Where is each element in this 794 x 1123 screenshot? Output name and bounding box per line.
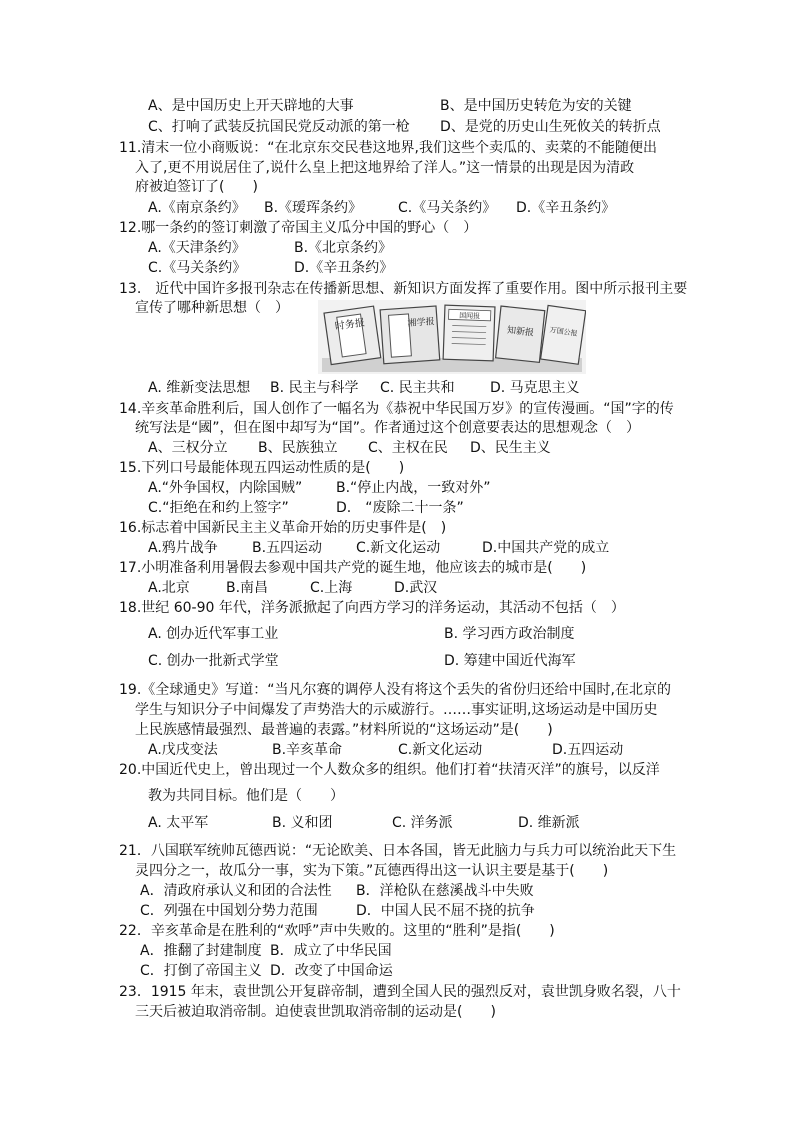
- newspapers-image: [318, 300, 586, 374]
- paper2-title: 湘学报: [407, 317, 435, 329]
- q20-option-a: A. 太平军: [148, 815, 209, 831]
- q17-stem: 17.小明准备利用暑假去参观中国共产党的诞生地，他应该去的城市是( ): [119, 560, 587, 576]
- q21-option-a: A．清政府承认义和团的合法性: [140, 883, 332, 899]
- q13-option-d: D. 马克思主义: [490, 380, 580, 396]
- paper1-char1: 时务报: [334, 317, 366, 333]
- q17-option-b: B.南昌: [226, 580, 269, 596]
- q20-option-b: B. 义和团: [272, 815, 333, 831]
- q10-option-a: A、是中国历史上开天辟地的大事: [148, 98, 354, 114]
- q19-stem-line2: 学生与知识分子中间爆发了声势浩大的示威游行。……事实证明,这场运动是中国历史: [135, 702, 658, 718]
- q15-stem: 15.下列口号最能体现五四运动性质的是( ): [119, 460, 405, 476]
- q16-option-b: B.五四运动: [252, 540, 323, 556]
- q14-option-d: D、民生主义: [470, 440, 551, 456]
- q13-option-b: B. 民主与科学: [270, 380, 359, 396]
- q19-stem-line1: 19.《全球通史》写道：“当凡尔赛的调停人没有将这个丢失的省份归还给中国时,在北京的: [119, 682, 671, 698]
- q11-option-a: A.《南京条约》: [148, 200, 246, 216]
- q10-option-c: C、打响了武装反抗国民党反动派的第一枪: [148, 119, 410, 135]
- q14-option-a: A、三权分立: [148, 440, 228, 456]
- q16-stem: 16.标志着中国新民主主义革命开始的历史事件是( ): [119, 520, 447, 536]
- q21-stem-line2: 灵四分之一，故瓜分一事，实为下策。”瓦德西得出这一认识主要是基于( ): [135, 863, 609, 879]
- q12-option-a: A.《天津条约》: [148, 240, 246, 256]
- q15-option-b: B.“停止内战，一致对外”: [336, 480, 491, 496]
- q13-option-c: C. 民主共和: [380, 380, 455, 396]
- q12-stem: 12.哪一条约的签订刺激了帝国主义瓜分中国的野心（ ）: [119, 220, 478, 236]
- q19-option-c: C.新文化运动: [398, 742, 483, 758]
- q20-stem-line2: 教为共同目标。他们是（ ）: [148, 788, 344, 804]
- q10-option-b: B、是中国历史转危为安的关键: [440, 98, 632, 114]
- paper3-title: 国闻报: [458, 311, 481, 321]
- q13-stem-line1: 13. 近代中国许多报刊杂志在传播新思想、新知识方面发挥了重要作用。图中所示报刊主要: [119, 281, 688, 297]
- q12-option-b: B.《北京条约》: [294, 240, 393, 256]
- q22-option-d: D．改变了中国命运: [270, 963, 393, 979]
- q16-option-a: A.鸦片战争: [148, 540, 218, 556]
- q11-stem-line2: 入了,更不用说居住了,说什么皇上把这地界给了洋人。”这一情景的出现是因为清政: [135, 160, 635, 176]
- q21-option-b: B．洋枪队在慈溪战斗中失败: [356, 883, 534, 899]
- q13-option-a: A. 维新变法思想: [148, 380, 251, 396]
- q23-stem-line1: 23．1915 年末，袁世凯公开复辟帝制，遭到全国人民的强烈反对，袁世凯身败名裂，八十: [119, 984, 681, 1000]
- paper4-title: 知新报: [506, 325, 535, 339]
- q20-option-c: C. 洋务派: [392, 815, 453, 831]
- q19-option-b: B.辛亥革命: [272, 742, 343, 758]
- q17-option-a: A.北京: [148, 580, 190, 596]
- q17-option-d: D.武汉: [394, 580, 438, 596]
- q18-option-c: C. 创办一批新式学堂: [148, 653, 279, 669]
- q22-stem: 22．辛亥革命是在胜利的“欢呼”声中失败的。这里的“胜利”是指( ): [119, 923, 555, 939]
- q11-option-d: D.《辛丑条约》: [516, 200, 616, 216]
- q14-option-b: B、民族独立: [258, 440, 338, 456]
- q12-option-d: D.《辛丑条约》: [294, 260, 394, 276]
- q15-option-a: A.“外争国权，内除国贼”: [148, 480, 303, 496]
- q20-option-d: D. 维新派: [518, 815, 580, 831]
- q10-option-d: D、是党的历史山生死攸关的转折点: [440, 119, 661, 135]
- paper5-title: 万国公报: [549, 325, 578, 338]
- q22-option-c: C．打倒了帝国主义: [140, 963, 262, 979]
- q20-stem-line1: 20.中国近代史上，曾出现过一个人数众多的组织。他们打着“扶清灭洋”的旗号，以反洋: [119, 762, 660, 778]
- q21-option-d: D．中国人民不屈不挠的抗争: [356, 903, 535, 919]
- q14-stem-line1: 14.辛亥革命胜利后，国人创作了一幅名为《恭祝中华民国万岁》的宣传漫画。“国”字的传: [119, 401, 674, 417]
- q12-option-c: C.《马关条约》: [148, 260, 247, 276]
- q19-option-d: D.五四运动: [552, 742, 624, 758]
- q14-option-c: C、主权在民: [368, 440, 448, 456]
- q16-option-c: C.新文化运动: [356, 540, 441, 556]
- q17-option-c: C.上海: [310, 580, 353, 596]
- q18-option-a: A. 创办近代军事工业: [148, 626, 279, 642]
- q14-stem-line2: 统写法是“國”，但在图中却写为“囯”。作者通过这个创意要表达的思想观念（ ）: [135, 420, 641, 436]
- q22-option-b: B．成立了中华民国: [270, 943, 392, 959]
- q21-option-c: C．列强在中国划分势力范围: [140, 903, 318, 919]
- q13-stem-line2: 宣传了哪种新思想（ ）: [135, 300, 289, 316]
- q21-stem-line1: 21．八国联军统帅瓦德西说：“无论欧美、日本各国，皆无此脑力与兵力可以统治此天下生: [119, 843, 677, 859]
- q16-option-d: D.中国共产党的成立: [482, 540, 610, 556]
- q11-option-b: B.《瑷珲条约》: [264, 200, 363, 216]
- q11-option-c: C.《马关条约》: [398, 200, 497, 216]
- q19-option-a: A.戊戌变法: [148, 742, 218, 758]
- q15-option-c: C.“拒绝在和约上签字”: [148, 500, 289, 516]
- q11-stem-line3: 府被迫签订了( ): [135, 179, 258, 195]
- q11-stem-line1: 11.清末一位小商贩说：“在北京东交民巷这地界,我们这些个卖瓜的、卖菜的不能随便出: [119, 140, 657, 156]
- q22-option-a: A．推翻了封建制度: [140, 943, 262, 959]
- q19-stem-line3: 上民族感情最强烈、最普遍的表露。”材料所说的“这场运动”是( ): [135, 722, 553, 738]
- q18-stem: 18.世纪 60-90 年代，洋务派掀起了向西方学习的洋务运动，其活动不包括（ ）: [119, 600, 625, 616]
- q15-option-d: D. “废除二十一条”: [336, 500, 464, 516]
- q23-stem-line2: 三天后被迫取消帝制。迫使袁世凯取消帝制的运动是( ): [135, 1004, 496, 1020]
- q18-option-d: D. 筹建中国近代海军: [444, 653, 576, 669]
- q18-option-b: B. 学习西方政治制度: [444, 626, 575, 642]
